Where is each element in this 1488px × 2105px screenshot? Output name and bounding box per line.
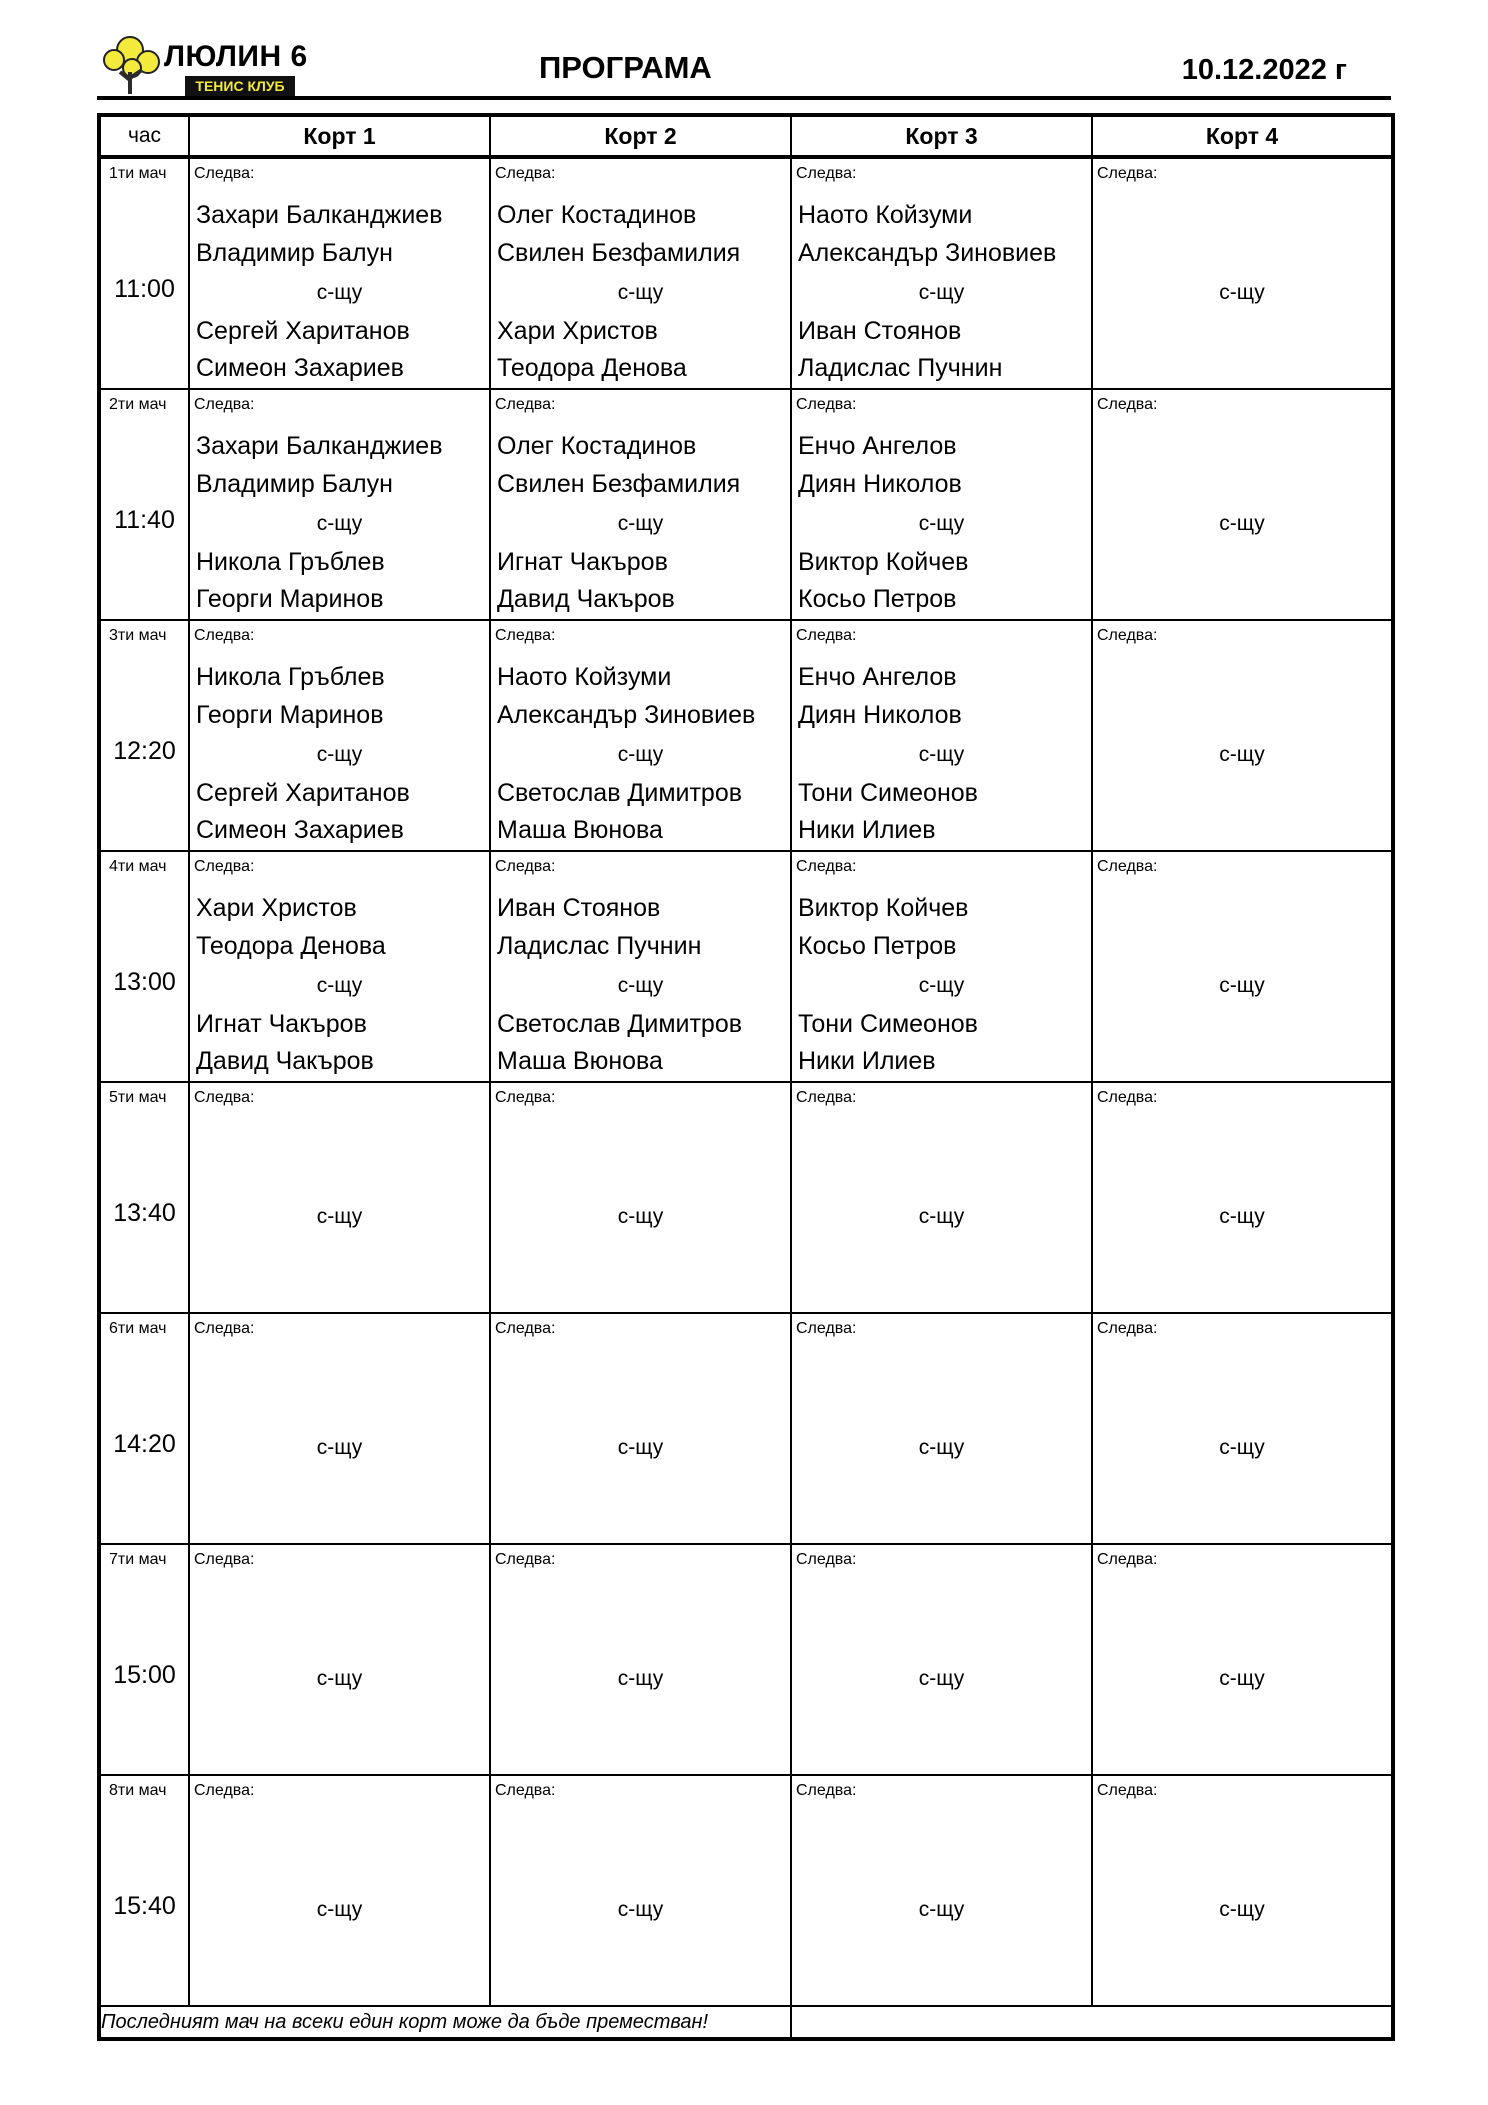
next-label: Следва: bbox=[796, 1551, 857, 1568]
player-name: Свилен Безфамилия bbox=[497, 239, 741, 267]
court-cell-3 bbox=[791, 157, 1092, 389]
court-cell-2 bbox=[490, 851, 791, 1082]
next-label: Следва: bbox=[194, 1089, 255, 1106]
player-name: Игнат Чакъров bbox=[196, 1010, 367, 1038]
match-number: 4ти мач bbox=[109, 858, 167, 875]
versus-label: с-щу bbox=[617, 1205, 664, 1228]
page-header bbox=[97, 30, 1391, 98]
match-number: 5ти мач bbox=[109, 1089, 167, 1106]
match-time: 14:20 bbox=[113, 1430, 176, 1458]
schedule-table bbox=[97, 113, 1395, 2041]
footer-note: Последният мач на всеки един корт може да бъде преместван! bbox=[99, 2006, 791, 2039]
player-name: Тони Симеонов bbox=[798, 779, 978, 807]
next-label: Следва: bbox=[495, 396, 556, 413]
player-name: Захари Балканджиев bbox=[196, 201, 443, 229]
versus-label: с-щу bbox=[918, 512, 965, 535]
table-row bbox=[99, 620, 1393, 851]
player-name: Иван Стоянов bbox=[497, 894, 661, 922]
match-number: 1ти мач bbox=[109, 165, 167, 182]
player-name: Косьо Петров bbox=[798, 585, 957, 613]
court-cell-1 bbox=[189, 157, 490, 389]
court-cell-1 bbox=[189, 1082, 490, 1313]
court-cell-3 bbox=[791, 1544, 1092, 1775]
versus-label: с-щу bbox=[1219, 512, 1265, 535]
next-label: Следва: bbox=[1097, 1551, 1158, 1568]
next-label: Следва: bbox=[495, 165, 556, 182]
next-label: Следва: bbox=[796, 858, 857, 875]
court-cell-1 bbox=[189, 1313, 490, 1544]
player-name: Владимир Балун bbox=[196, 470, 393, 498]
court-cell-4 bbox=[1092, 620, 1393, 851]
match-number: 6ти мач bbox=[109, 1320, 167, 1337]
next-label: Следва: bbox=[495, 858, 556, 875]
column-header-court-4: Корт 4 bbox=[1092, 115, 1393, 157]
versus-label: с-щу bbox=[918, 281, 965, 304]
player-name: Хари Христов bbox=[497, 317, 658, 345]
table-row bbox=[99, 1775, 1393, 2006]
next-label: Следва: bbox=[1097, 1782, 1158, 1799]
next-label: Следва: bbox=[495, 1089, 556, 1106]
hour-cell bbox=[99, 851, 189, 1082]
next-label: Следва: bbox=[796, 627, 857, 644]
table-row bbox=[99, 851, 1393, 1082]
player-name: Георги Маринов bbox=[196, 585, 384, 613]
court-cell-2 bbox=[490, 1775, 791, 2006]
player-name: Ладислас Пучнин bbox=[497, 932, 702, 960]
court-cell-1 bbox=[189, 1775, 490, 2006]
versus-label: с-щу bbox=[617, 1667, 664, 1690]
hour-cell bbox=[99, 157, 189, 389]
player-name: Ники Илиев bbox=[798, 1047, 936, 1075]
court-cell-4 bbox=[1092, 389, 1393, 620]
schedule-date: 10.12.2022 г bbox=[1181, 54, 1347, 86]
next-label: Следва: bbox=[495, 1551, 556, 1568]
player-name: Косьо Петров bbox=[798, 932, 957, 960]
versus-label: с-щу bbox=[617, 1898, 664, 1921]
column-header-court-3: Корт 3 bbox=[791, 115, 1092, 157]
player-name: Захари Балканджиев bbox=[196, 432, 443, 460]
player-name: Маша Вюнова bbox=[497, 816, 663, 844]
player-name: Никола Гръблев bbox=[196, 663, 385, 691]
court-cell-4 bbox=[1092, 1082, 1393, 1313]
player-name: Свилен Безфамилия bbox=[497, 470, 741, 498]
player-name: Хари Христов bbox=[196, 894, 357, 922]
next-label: Следва: bbox=[194, 1782, 255, 1799]
versus-label: с-щу bbox=[1219, 743, 1265, 766]
versus-label: с-щу bbox=[316, 743, 363, 766]
footer-empty-cell bbox=[791, 2006, 1393, 2039]
versus-label: с-щу bbox=[1219, 974, 1265, 997]
match-time: 11:00 bbox=[114, 275, 175, 303]
player-name: Александър Зиновиев bbox=[798, 239, 1057, 267]
logo-title: ЛЮЛИН 6 bbox=[164, 40, 308, 73]
table-row bbox=[99, 1313, 1393, 1544]
court-cell-3 bbox=[791, 1082, 1092, 1313]
player-name: Олег Костадинов bbox=[497, 432, 697, 460]
next-label: Следва: bbox=[796, 396, 857, 413]
match-time: 15:40 bbox=[113, 1892, 176, 1920]
player-name: Сергей Хаританов bbox=[196, 317, 410, 345]
page-title: ПРОГРАМА bbox=[539, 50, 712, 85]
player-name: Олег Костадинов bbox=[497, 201, 697, 229]
versus-label: с-щу bbox=[918, 1667, 965, 1690]
player-name: Владимир Балун bbox=[196, 239, 393, 267]
next-label: Следва: bbox=[495, 1320, 556, 1337]
player-name: Игнат Чакъров bbox=[497, 548, 668, 576]
versus-label: с-щу bbox=[918, 1436, 965, 1459]
versus-label: с-щу bbox=[918, 1205, 965, 1228]
player-name: Енчо Ангелов bbox=[798, 432, 957, 460]
player-name: Маша Вюнова bbox=[497, 1047, 663, 1075]
match-number: 2ти мач bbox=[109, 396, 167, 413]
player-name: Георги Маринов bbox=[196, 701, 384, 729]
next-label: Следва: bbox=[495, 1782, 556, 1799]
hour-cell bbox=[99, 1775, 189, 2006]
player-name: Диян Николов bbox=[798, 701, 962, 729]
versus-label: с-щу bbox=[1219, 1898, 1265, 1921]
court-cell-3 bbox=[791, 1775, 1092, 2006]
court-cell-2 bbox=[490, 1082, 791, 1313]
player-name: Наото Койзуми bbox=[798, 201, 973, 229]
versus-label: с-щу bbox=[1219, 1436, 1265, 1459]
versus-label: с-щу bbox=[316, 1436, 363, 1459]
versus-label: с-щу bbox=[1219, 281, 1265, 304]
player-name: Теодора Денова bbox=[196, 932, 386, 960]
court-cell-1 bbox=[189, 1544, 490, 1775]
player-name: Енчо Ангелов bbox=[798, 663, 957, 691]
match-time: 15:00 bbox=[113, 1661, 176, 1689]
table-row bbox=[99, 1082, 1393, 1313]
next-label: Следва: bbox=[1097, 858, 1158, 875]
next-label: Следва: bbox=[1097, 396, 1158, 413]
court-cell-2 bbox=[490, 157, 791, 389]
player-name: Симеон Захариев bbox=[196, 816, 404, 844]
versus-label: с-щу bbox=[617, 512, 664, 535]
player-name: Светослав Димитров bbox=[497, 1010, 743, 1038]
match-number: 7ти мач bbox=[109, 1551, 167, 1568]
table-header-row bbox=[99, 115, 1393, 157]
tree-ball-icon bbox=[100, 34, 170, 96]
versus-label: с-щу bbox=[918, 743, 965, 766]
versus-label: с-щу bbox=[918, 1898, 965, 1921]
next-label: Следва: bbox=[796, 165, 857, 182]
court-cell-2 bbox=[490, 389, 791, 620]
match-time: 11:40 bbox=[114, 506, 175, 534]
versus-label: с-щу bbox=[316, 512, 363, 535]
court-cell-4 bbox=[1092, 851, 1393, 1082]
match-time: 13:00 bbox=[113, 968, 176, 996]
court-cell-4 bbox=[1092, 1313, 1393, 1544]
column-header-hour: час bbox=[99, 115, 189, 157]
next-label: Следва: bbox=[1097, 1320, 1158, 1337]
versus-label: с-щу bbox=[316, 974, 363, 997]
next-label: Следва: bbox=[1097, 165, 1158, 182]
column-header-court-1: Корт 1 bbox=[189, 115, 490, 157]
versus-label: с-щу bbox=[316, 1205, 363, 1228]
player-name: Симеон Захариев bbox=[196, 354, 404, 382]
next-label: Следва: bbox=[194, 165, 255, 182]
court-cell-3 bbox=[791, 851, 1092, 1082]
table-row bbox=[99, 389, 1393, 620]
court-cell-2 bbox=[490, 620, 791, 851]
hour-cell bbox=[99, 389, 189, 620]
footer-row bbox=[99, 2006, 1393, 2039]
next-label: Следва: bbox=[796, 1089, 857, 1106]
hour-cell bbox=[99, 620, 189, 851]
player-name: Наото Койзуми bbox=[497, 663, 672, 691]
court-cell-1 bbox=[189, 851, 490, 1082]
player-name: Ники Илиев bbox=[798, 816, 936, 844]
player-name: Теодора Денова bbox=[497, 354, 687, 382]
versus-label: с-щу bbox=[316, 1898, 363, 1921]
logo-subtitle: ТЕНИС КЛУБ bbox=[185, 76, 295, 96]
versus-label: с-щу bbox=[617, 743, 664, 766]
match-number: 8ти мач bbox=[109, 1782, 167, 1799]
court-cell-4 bbox=[1092, 1544, 1393, 1775]
next-label: Следва: bbox=[796, 1320, 857, 1337]
player-name: Ладислас Пучнин bbox=[798, 354, 1003, 382]
next-label: Следва: bbox=[194, 1551, 255, 1568]
court-cell-3 bbox=[791, 620, 1092, 851]
court-cell-4 bbox=[1092, 157, 1393, 389]
header-divider bbox=[97, 96, 1391, 100]
hour-cell bbox=[99, 1544, 189, 1775]
next-label: Следва: bbox=[495, 627, 556, 644]
versus-label: с-щу bbox=[918, 974, 965, 997]
column-header-court-2: Корт 2 bbox=[490, 115, 791, 157]
next-label: Следва: bbox=[194, 1320, 255, 1337]
player-name: Давид Чакъров bbox=[196, 1047, 374, 1075]
court-cell-4 bbox=[1092, 1775, 1393, 2006]
match-number: 3ти мач bbox=[109, 627, 167, 644]
versus-label: с-щу bbox=[316, 1667, 363, 1690]
player-name: Светослав Димитров bbox=[497, 779, 743, 807]
player-name: Виктор Койчев bbox=[798, 894, 969, 922]
next-label: Следва: bbox=[194, 858, 255, 875]
versus-label: с-щу bbox=[1219, 1667, 1265, 1690]
court-cell-3 bbox=[791, 389, 1092, 620]
next-label: Следва: bbox=[1097, 1089, 1158, 1106]
club-logo bbox=[100, 34, 308, 96]
court-cell-3 bbox=[791, 1313, 1092, 1544]
versus-label: с-щу bbox=[316, 281, 363, 304]
match-time: 13:40 bbox=[113, 1199, 176, 1227]
court-cell-1 bbox=[189, 620, 490, 851]
next-label: Следва: bbox=[194, 396, 255, 413]
player-name: Иван Стоянов bbox=[798, 317, 962, 345]
schedule-body bbox=[99, 157, 1393, 2006]
player-name: Давид Чакъров bbox=[497, 585, 675, 613]
player-name: Диян Николов bbox=[798, 470, 962, 498]
next-label: Следва: bbox=[194, 627, 255, 644]
player-name: Тони Симеонов bbox=[798, 1010, 978, 1038]
hour-cell bbox=[99, 1082, 189, 1313]
next-label: Следва: bbox=[1097, 627, 1158, 644]
versus-label: с-щу bbox=[617, 1436, 664, 1459]
versus-label: с-щу bbox=[617, 281, 664, 304]
player-name: Никола Гръблев bbox=[196, 548, 385, 576]
player-name: Сергей Хаританов bbox=[196, 779, 410, 807]
court-cell-2 bbox=[490, 1313, 791, 1544]
table-row bbox=[99, 1544, 1393, 1775]
versus-label: с-щу bbox=[1219, 1205, 1265, 1228]
versus-label: с-щу bbox=[617, 974, 664, 997]
court-cell-2 bbox=[490, 1544, 791, 1775]
player-name: Александър Зиновиев bbox=[497, 701, 756, 729]
match-time: 12:20 bbox=[113, 737, 176, 765]
player-name: Виктор Койчев bbox=[798, 548, 969, 576]
table-row bbox=[99, 157, 1393, 389]
hour-cell bbox=[99, 1313, 189, 1544]
court-cell-1 bbox=[189, 389, 490, 620]
next-label: Следва: bbox=[796, 1782, 857, 1799]
